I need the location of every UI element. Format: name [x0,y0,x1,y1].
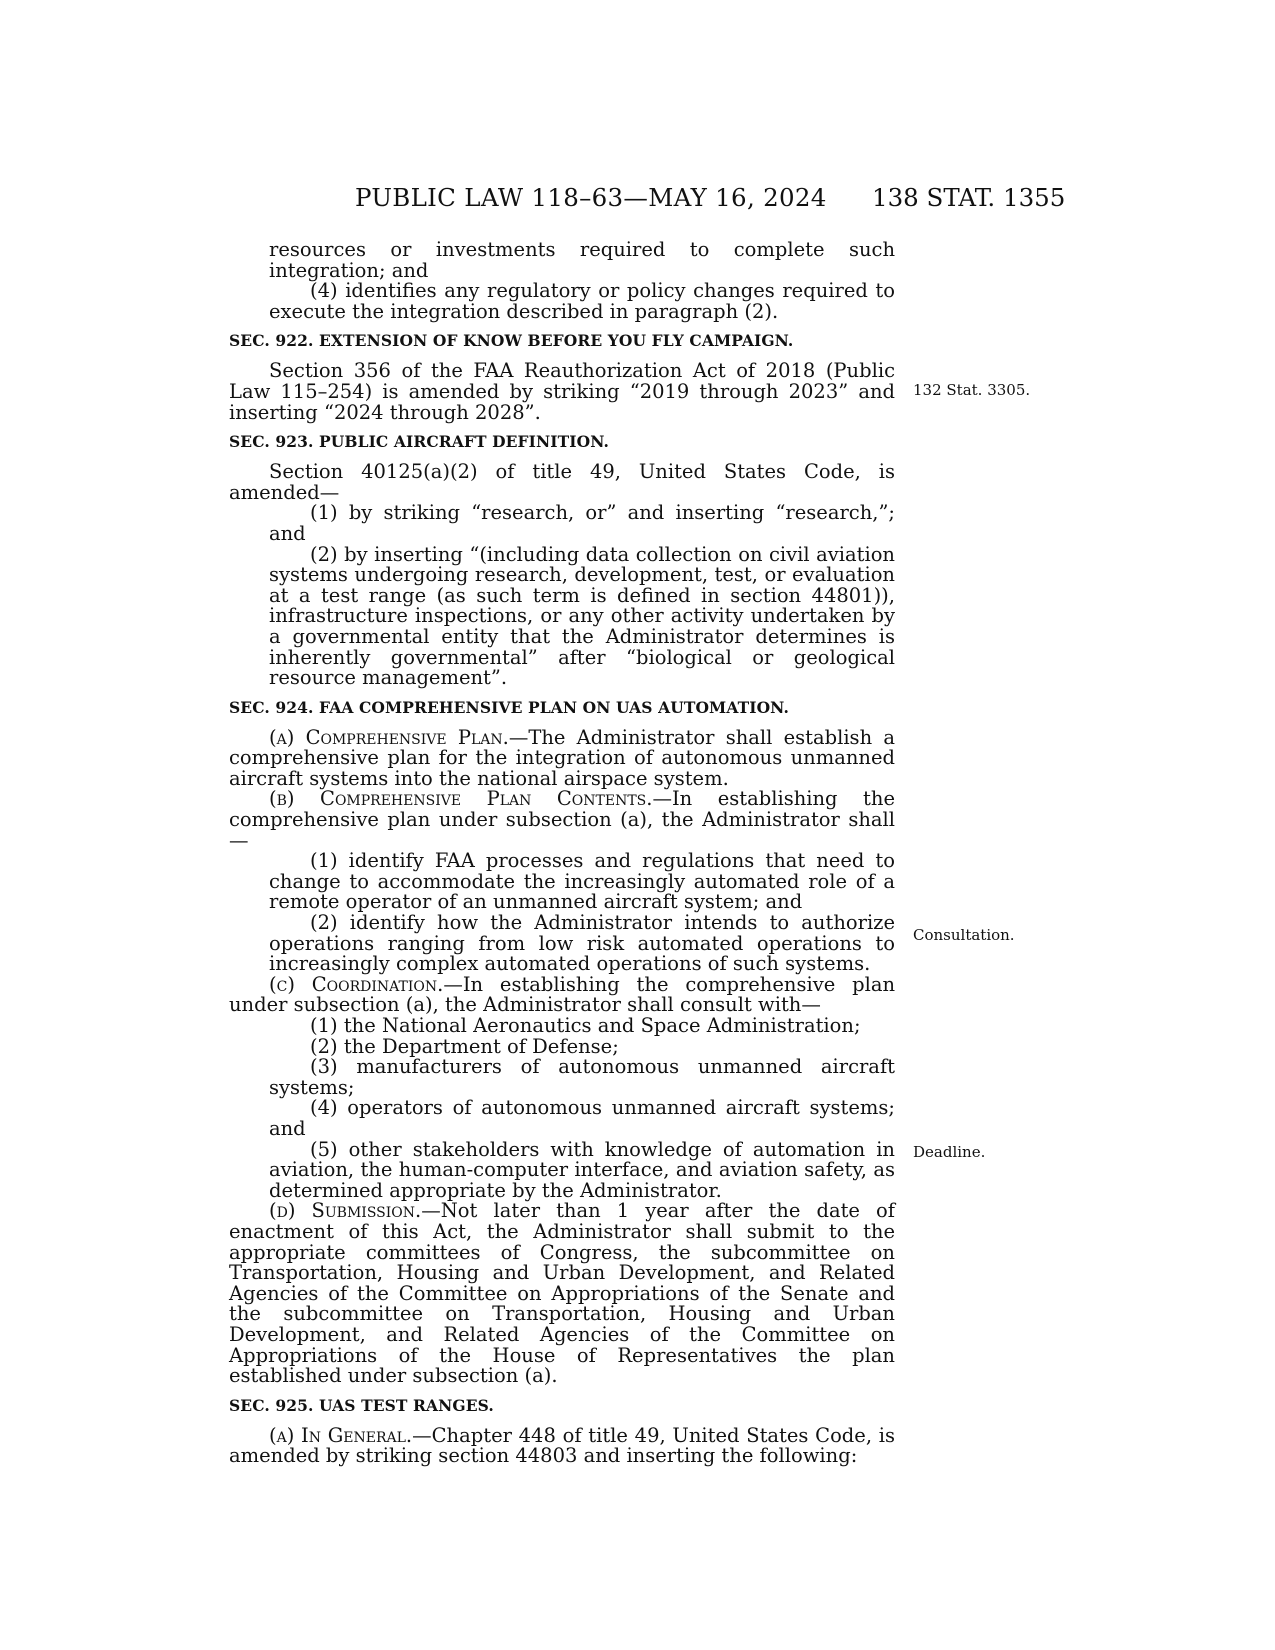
margin-note-deadline: Deadline. [913,1143,986,1161]
continued-paragraph: resources or investments required to complete such integration; and [269,238,895,282]
paragraph-item: (1) the National Aeronautics and Space Administration; [310,1014,861,1037]
paragraph-item: (1) by striking “research, or” and inserting “research,”; and [269,501,895,545]
paragraph-item: (3) manufacturers of autonomous unmanned aircraft systems; [269,1055,895,1099]
margin-note-stat-citation: 132 Stat. 3305. [913,381,1031,399]
subsection-b [229,789,895,851]
section-body: Section 356 of the FAA Reauthorization Act of 2018 (Public Law 115–254) is amended by striking “2019 through 2023” and inserting “2024 through 2028”. [229,359,895,424]
paragraph-item: (5) other stakeholders with knowledge of automation in aviation, the human-computer interface, and aviation safety, as determined appropriate by the Administrator. [269,1137,895,1202]
paragraph-item: (1) identify FAA processes and regulations that need to change to accommodate the increasingly automated role of a remote operator of an unmanned aircraft system; and [269,849,895,914]
subsection-label: (a) Comprehensive Plan.— [269,725,529,749]
running-head: PUBLIC LAW 118–63—MAY 16, 2024 [355,183,827,212]
subsection-label: (b) Comprehensive Plan Contents.— [269,787,672,811]
subsection-text: The Administrator shall establish a comprehensive plan for the integration of autonomous unmanned aircraft systems into the national airspace system. [229,725,895,790]
section-heading: SEC. 922. EXTENSION OF KNOW BEFORE YOU FLY CAMPAIGN. [229,331,794,351]
margin-note-consultation: Consultation. [913,926,1015,944]
subsection-text: In establishing the comprehensive plan under subsection (a), the Administrator shall— [229,787,895,852]
subsection-a [229,725,895,790]
stat-page-number: 138 STAT. 1355 [872,183,1066,212]
subsection-d [229,1201,895,1386]
paragraph-item: (2) by inserting “(including data collection on civil aviation systems undergoing research, development, test, or evaluation at a test range (as such term is defined in section 44801)), infrastructure inspections, or any other activity undertaken by a governmental entity that the Administrator determines is inherently governmental” after “biological or geological resource management”. [269,542,895,690]
subsection-text: In establishing the comprehensive plan under subsection (a), the Administrator shall consult with— [229,972,895,1017]
subsection-text: Not later than 1 year after the date of enactment of this Act, the Administrator shall submit to the appropriate committees of Congress, the subcommittee on Transportation, Housing and Urban Development, and Related Agencies of the Committee on Appropriations of the Senate and the subcommittee on Transportation, Housing and Urban Development, and Related Agencies of the Committee on Appropriations of the House of Representatives the plan established under subsection (a). [229,1199,895,1388]
section-heading: SEC. 925. UAS TEST RANGES. [229,1395,494,1415]
paragraph-item: (2) the Department of Defense; [310,1034,619,1058]
subsection-label: (a) In General.— [269,1423,432,1447]
section-body: Section 40125(a)(2) of title 49, United States Code, is amended— [229,460,895,504]
subsection-text: Chapter 448 of title 49, United States Code, is amended by striking section 44803 and inserting the following: [229,1423,895,1468]
body-column [229,240,895,1467]
paragraph-item: (4) operators of autonomous unmanned aircraft systems; and [269,1096,895,1140]
subsection-a [229,1423,895,1468]
paragraph-item: (4) identifies any regulatory or policy changes required to execute the integration described in paragraph (2). [269,279,895,323]
section-heading: SEC. 923. PUBLIC AIRCRAFT DEFINITION. [229,432,609,452]
section-heading: SEC. 924. FAA COMPREHENSIVE PLAN ON UAS AUTOMATION. [229,697,789,717]
subsection-label: (d) Submission.— [269,1199,441,1223]
subsection-label: (c) Coordination.— [269,972,463,996]
paragraph-item: (2) identify how the Administrator intends to authorize operations ranging from low risk automated operations to increasingly complex automated operations of such systems. [269,911,895,976]
subsection-c [229,972,895,1017]
